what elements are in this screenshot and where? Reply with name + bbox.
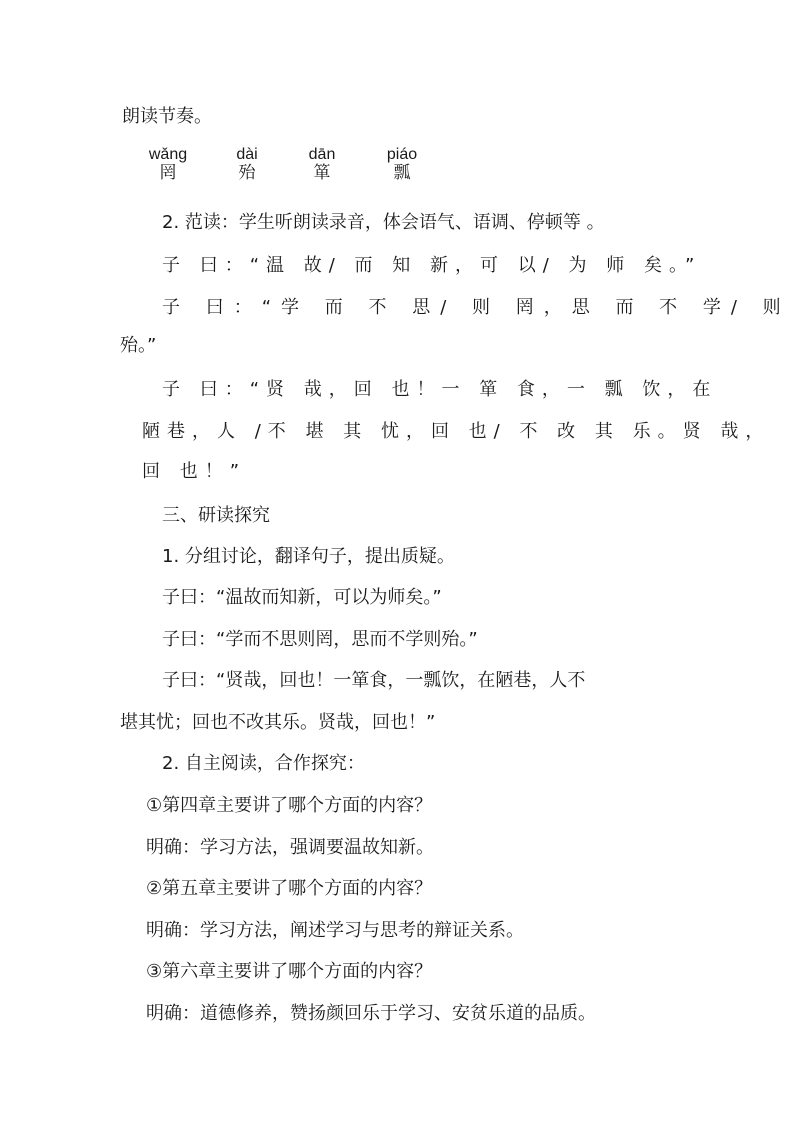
pinyin-annotation [292,146,352,182]
text-line: ①第四章主要讲了哪个方面的内容？ [146,795,433,816]
text-line: ②第五章主要讲了哪个方面的内容？ [146,878,433,899]
text-line: 回 也！” [142,461,247,482]
pinyin: dān [308,146,336,163]
pinyin-annotation [372,146,432,182]
text-line: 明确：学习方法，强调要温故知新。 [146,837,434,858]
text-line: 子 曰：“学 而 不 思/ 则 罔，思 而 不 学/ 则 [162,297,791,318]
pinyin-annotation [217,146,277,182]
hanzi: 罔 [159,163,177,183]
text-line: 子曰：“学而不思则罔，思而不学则殆。” [162,629,478,650]
text-line: 子 曰：“贤 哉，回 也！一 箪 食，一 瓢 饮，在 [162,379,718,400]
text-line: 殆。” [120,335,157,356]
text-line: 子 曰：“温 故/ 而 知 新，可 以/ 为 师 矣。” [162,255,702,276]
text-line: 子曰：“贤哉，回也！一箪食，一瓢饮，在陋巷，人不 [162,670,586,691]
hanzi: 殆 [238,163,256,183]
text-line: 明确：学习方法，阐述学习与思考的辩证关系。 [146,920,524,941]
pinyin: wǎng [148,146,188,163]
pinyin-annotation [138,146,198,182]
hanzi: 箪 [313,163,331,183]
text-line: 1. 分组讨论，翻译句子，提出质疑。 [162,546,455,567]
text-line: 堪其忧；回也不改其乐。贤哉，回也！” [120,712,436,733]
text-line: 陋巷，人 /不 堪 其 忧，回 也/ 不 改 其 乐。贤 哉， [142,421,771,442]
pinyin: dài [236,146,258,163]
section-heading: 三、研读探究 [162,505,270,526]
text-line: 明确：道德修养，赞扬颜回乐于学习、安贫乐道的品质。 [146,1003,596,1024]
text-line: 2. 范读：学生听朗读录音，体会语气、语调、停顿等 。 [162,212,605,233]
text-line: 2. 自主阅读，合作探究： [162,753,365,774]
text-line: ③第六章主要讲了哪个方面的内容？ [146,961,433,982]
pinyin: piáo [386,146,418,163]
text-line: 子曰：“温故而知新，可以为师矣。” [162,587,442,608]
text-line: 朗读节奏。 [122,106,212,127]
hanzi: 瓢 [393,163,411,183]
